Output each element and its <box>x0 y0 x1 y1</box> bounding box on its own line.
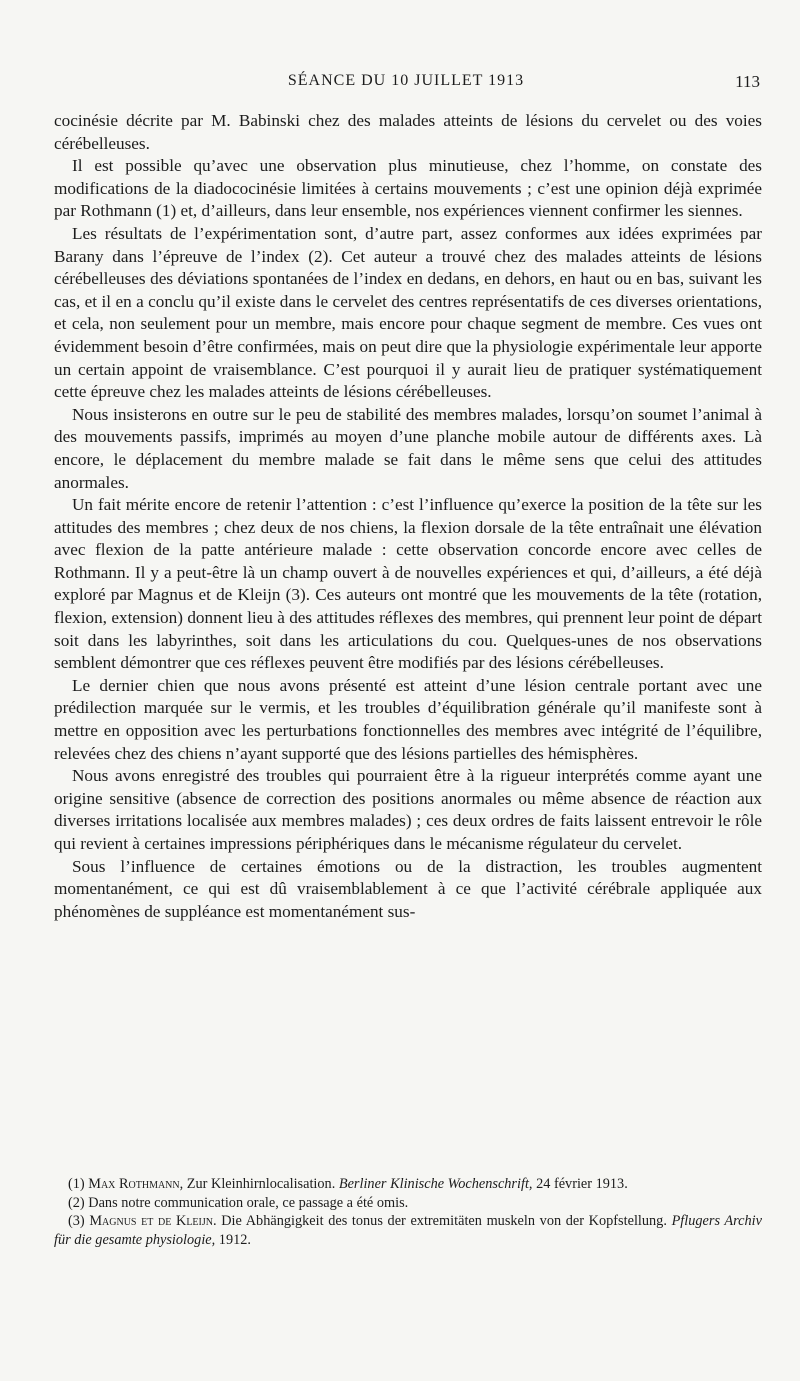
footnotes <box>54 1175 762 1249</box>
footnote-journal: Pflugers Archiv für die gesamte physiologie, <box>54 1213 762 1248</box>
footnote-author: Max Rothmann, <box>88 1176 184 1192</box>
footnote-2 <box>54 1194 762 1213</box>
footnote-marker: (1) <box>68 1176 85 1192</box>
footnote-1 <box>54 1175 762 1194</box>
paragraph-8: Sous l’influence de certaines émotions ou de la distraction, les troubles augmentent momentanément, ce qui est dû vraisemblablement à ce que l’activité cérébrale appliquée aux phénomènes de suppléance est momentanément sus- <box>54 856 762 921</box>
footnote-marker: (3) <box>68 1213 85 1230</box>
page-number: 113 <box>735 72 760 91</box>
paragraph-4: Nous insisterons en outre sur le peu de stabilité des membres malades, lorsqu’on soumet l’animal à des mouvements passifs, imprimés au moyen d’une planche mobile autour de différents axes. Là encore, le déplacement du membre malade se fait dans le même sens que celui des attitudes anormales. <box>54 404 762 492</box>
footnote-text: Die Abhängigkeit des tonus der extremitäten muskeln von der Kopfstellung. <box>216 1213 672 1230</box>
footnote-journal: Berliner Klinische Wochenschrift, <box>338 1176 533 1192</box>
footnote-tail: 24 février 1913. <box>532 1176 628 1192</box>
paragraph-3: Les résultats de l’expérimentation sont, d’autre part, assez conformes aux idées exprimées par Barany dans l’épreuve de l’index (2). Cet auteur a trouvé chez des malades atteints de lésions cérébelleuses des déviations spontanées de l’index en dedans, en dehors, en haut ou en bas, suivant les cas, et il en a conclu qu’il existe dans le cervelet des centres représentatifs de ces diverses orientations, et cela, non seulement pour un membre, mais encore pour chaque segment de membre. Ces vues ont évidemment besoin d’être confirmées, mais on peut dire que la physiologie expérimentale leur apporte un certain appoint de vraisemblance. C’est pourquoi il y aurait lieu de pratiquer systématiquement cette épreuve chez les malades atteints de lésions cérébelleuses. <box>54 223 762 402</box>
paragraph-2: Il est possible qu’avec une observation plus minutieuse, chez l’homme, on constate des modifications de la diadococinésie limitées à certains mouvements ; c’est une opinion déjà exprimée par Rothmann (1) et, d’ailleurs, dans leur ensemble, nos expériences viennent confirmer les siennes. <box>54 156 762 221</box>
paragraph-1: cocinésie décrite par M. Babinski chez des malades atteints de lésions du cervelet ou des voies cérébelleuses. <box>54 111 762 153</box>
paragraph-6: Le dernier chien que nous avons présenté est atteint d’une lésion centrale portant avec une prédilection marquée sur le vermis, et les troubles d’équilibration générale qu’il manifeste sont à mettre en opposition avec les perturbations fonctionnelles des membres avec intégrité de l’équilibre, relevées chez des chiens n’ayant supporté que des lésions partielles des hémisphères. <box>54 675 762 763</box>
footnote-author: Magnus et de Kleijn. <box>89 1213 217 1230</box>
footnote-text: Zur Kleinhirnlocalisation. <box>183 1176 339 1192</box>
body-text <box>54 110 762 923</box>
footnote-marker: (2) <box>68 1194 85 1211</box>
footnote-3 <box>54 1212 762 1249</box>
running-head: SÉANCE DU 10 JUILLET 1913 <box>287 72 525 89</box>
paragraph-5: Un fait mérite encore de retenir l’attention : c’est l’influence qu’exerce la position de la tête sur les attitudes des membres ; chez deux de nos chiens, la flexion dorsale de la tête entraînait une élévation avec flexion de la patte antérieure malade : cette observation concorde encore avec celles de Rothmann. Il y a peut-être là un champ ouvert à de nouvelles expériences et qui, d’ailleurs, a été déjà exploré par Magnus et de Kleijn (3). Ces auteurs ont montré que les mouvements de la tête (rotation, flexion, extension) donnent lieu à des attitudes réflexes des membres, qui prennent leur point de départ soit dans les labyrinthes, soit dans les articulations du cou. Quelques-unes de nos observations semblent démontrer que ces réflexes peuvent être modifiés par des lésions cérébelleuses. <box>54 495 762 673</box>
page-header <box>52 72 760 98</box>
paragraph-7: Nous avons enregistré des troubles qui pourraient être à la rigueur interprétés comme ayant une origine sensitive (absence de correction des positions anormales ou même absence de réaction aux diverses irritations localisée aux membres malades) ; ces deux ordres de faits laissent entrevoir le rôle qui revient à certaines impressions périphériques dans le mécanisme régulateur du cervelet. <box>54 766 762 853</box>
footnote-tail: 1912. <box>215 1231 251 1248</box>
footnote-text: Dans notre communication orale, ce passage a été omis. <box>84 1194 409 1211</box>
